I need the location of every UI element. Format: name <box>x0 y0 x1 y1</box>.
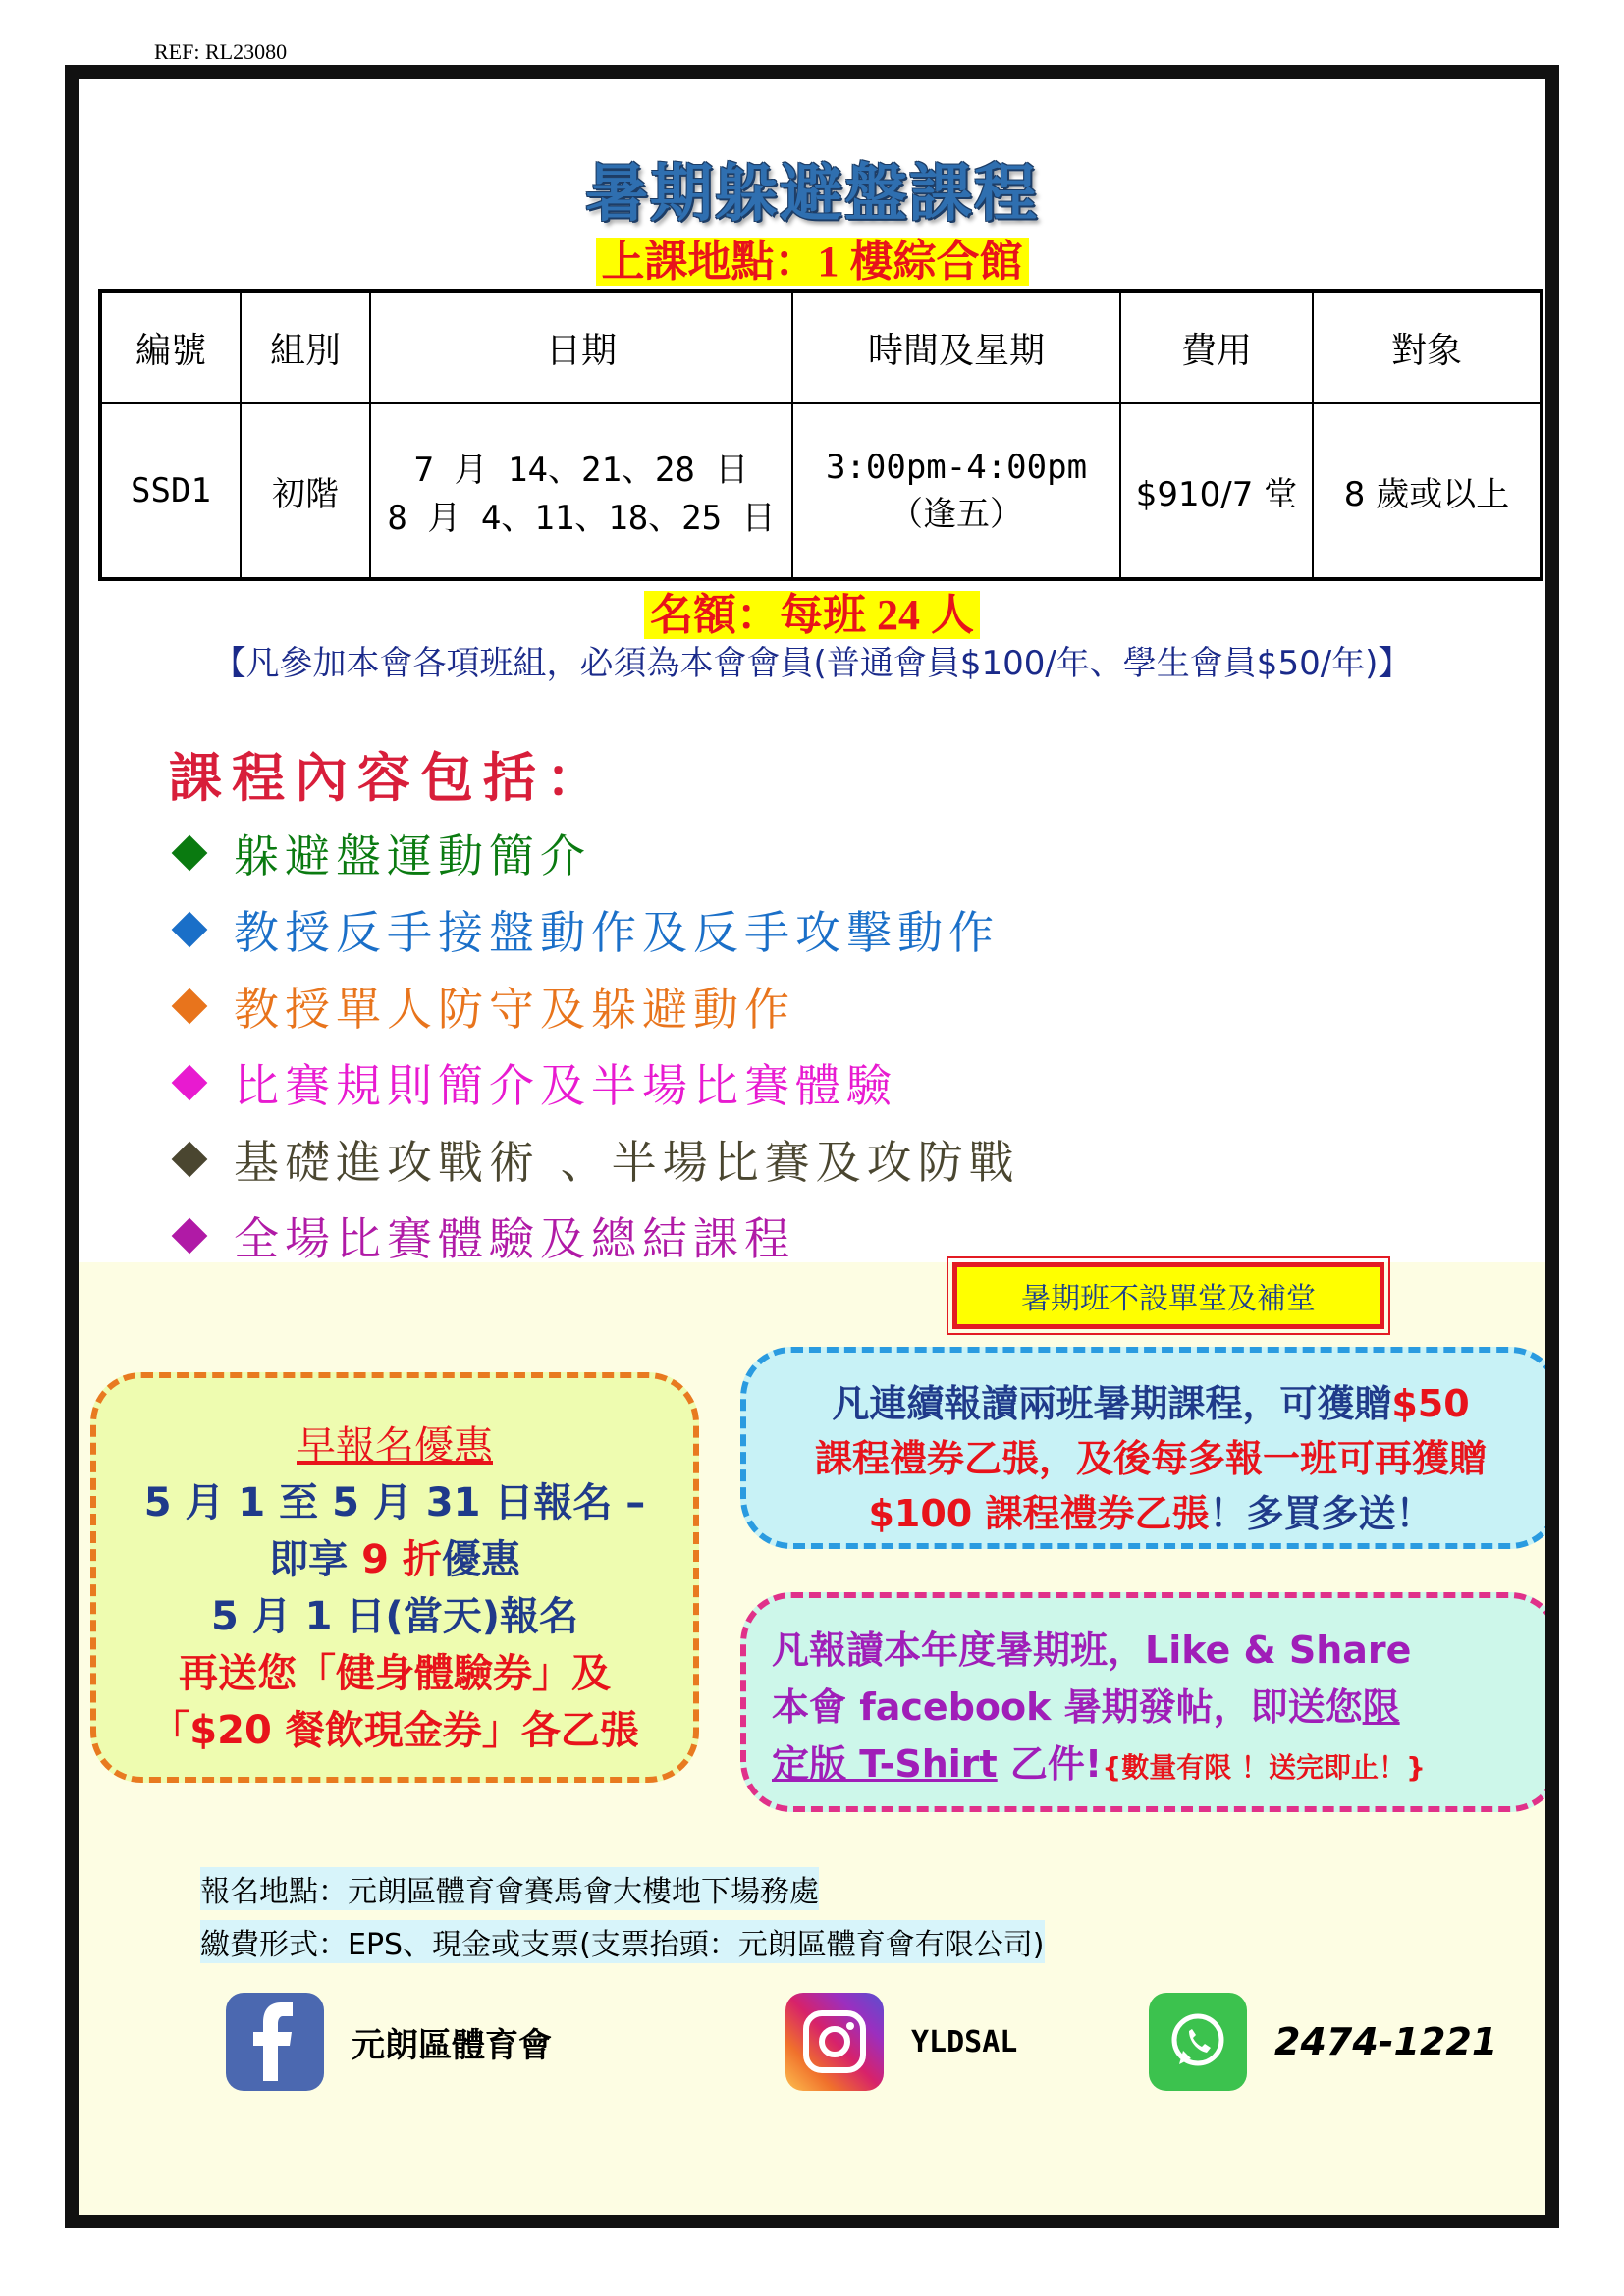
quota-banner <box>79 579 1545 642</box>
header-level: 組別 <box>241 291 370 403</box>
header-target: 對象 <box>1313 291 1542 403</box>
list-item <box>169 1198 1020 1274</box>
list-item-text: 基礎進攻戰術 、半場比賽及攻防戰 <box>234 1136 1020 1189</box>
table-row <box>100 403 1542 579</box>
header-code: 編號 <box>100 291 241 403</box>
table-header-row <box>100 291 1542 403</box>
content-list <box>169 815 1020 1274</box>
course-table <box>98 289 1543 581</box>
list-item <box>169 891 1020 968</box>
tshirt-line-1: 凡報讀本年度暑期班，Like & Share <box>772 1629 1412 1672</box>
early-bird-box <box>90 1372 699 1783</box>
facebook-contact[interactable] <box>226 1993 552 2091</box>
quota-text: 名額：每班 24 人 <box>644 591 980 639</box>
early-bird-line-1: 5 月 1 至 5 月 31 日報名 – <box>143 1480 646 1525</box>
cell-dates <box>370 403 792 579</box>
tshirt-offer-box <box>740 1592 1559 1812</box>
early-bird-line-2b: 優惠 <box>441 1537 520 1582</box>
tshirt-line-3b: 乙件! <box>997 1742 1103 1786</box>
consecutive-line-2: 課程禮券乙張，及後每多報一班可再獲贈 <box>814 1437 1487 1480</box>
consecutive-line-3b: ！多買多送！ <box>1209 1492 1434 1535</box>
tshirt-line-3a: 定版 T-Shirt <box>772 1742 998 1786</box>
consecutive-offer-box <box>740 1347 1559 1549</box>
early-bird-line-5: 「$20 餐飲現金券」各乙張 <box>150 1708 639 1753</box>
cell-code: SSD1 <box>100 403 241 579</box>
list-item-text: 教授單人防守及躲避動作 <box>234 983 795 1036</box>
page-title: 暑期躲避盤課程 <box>585 158 1039 231</box>
poster-frame <box>65 65 1559 2228</box>
discount-value: 9 折 <box>361 1537 442 1582</box>
facebook-label: 元朗區體育會 <box>352 2025 552 2065</box>
no-makeup-notice: 暑期班不設單堂及補堂 <box>952 1262 1384 1329</box>
consecutive-line-3a: $100 課程禮券乙張 <box>868 1492 1210 1535</box>
tshirt-line-2b: 限 <box>1362 1685 1400 1729</box>
list-item-text: 全場比賽體驗及總結課程 <box>234 1212 795 1265</box>
cell-time <box>792 403 1120 579</box>
list-item-text: 教授反手接盤動作及反手攻擊動作 <box>234 906 1000 959</box>
cell-level: 初階 <box>241 403 370 579</box>
instagram-icon[interactable] <box>785 1993 884 2091</box>
diamond-bullet-icon <box>172 912 208 948</box>
early-bird-line-2a: 即享 <box>269 1537 362 1582</box>
time-line-1: 3:00pm-4:00pm <box>825 447 1088 487</box>
list-item-text: 比賽規則簡介及半場比賽體驗 <box>234 1059 897 1112</box>
header-fee: 費用 <box>1120 291 1313 403</box>
list-item <box>169 815 1020 891</box>
consecutive-line-1a: 凡連續報讀兩班暑期課程，可獲贈 <box>832 1382 1392 1425</box>
header-time: 時間及星期 <box>792 291 1120 403</box>
early-bird-line-4: 再送您「健身體驗券」及 <box>179 1651 611 1696</box>
list-item <box>169 1044 1020 1121</box>
instagram-contact[interactable] <box>785 1993 1017 2091</box>
whatsapp-number: 2474-1221 <box>1274 2020 1498 2063</box>
cell-target: 8 歲或以上 <box>1313 403 1542 579</box>
early-bird-line-3: 5 月 1 日(當天)報名 <box>210 1594 578 1639</box>
diamond-bullet-icon <box>172 835 208 872</box>
cell-fee: $910/7 堂 <box>1120 403 1313 579</box>
diamond-bullet-icon <box>172 1142 208 1178</box>
content-heading: 課程內容包括： <box>169 746 609 809</box>
venue-banner <box>79 226 1545 289</box>
consecutive-line-3 <box>746 1486 1555 1541</box>
diamond-bullet-icon <box>172 1065 208 1101</box>
tshirt-line-3 <box>772 1735 1555 1796</box>
consecutive-line-1 <box>746 1376 1555 1431</box>
venue-text: 上課地點：1 樓綜合館 <box>596 238 1029 286</box>
list-item <box>169 968 1020 1044</box>
membership-note: 【凡參加本會各項班組，必須為本會會員(普通會員$100/年、學生會員$50/年)】 <box>212 644 1412 683</box>
header-dates: 日期 <box>370 291 792 403</box>
enrol-location: 報名地點：元朗區體育會賽馬會大樓地下場務處 <box>200 1867 819 1910</box>
instagram-label: YLDSAL <box>911 2024 1018 2059</box>
early-bird-title: 早報名優惠 <box>297 1423 493 1468</box>
diamond-bullet-icon <box>172 1218 208 1255</box>
list-item <box>169 1121 1020 1198</box>
tshirt-limited-note: {數量有限 ！送完即止！} <box>1102 1751 1426 1784</box>
whatsapp-contact[interactable] <box>1149 1993 1497 2091</box>
consecutive-amount-50: $50 <box>1391 1382 1470 1425</box>
dates-line-1: 7 月 14、21、28 日 <box>413 451 749 490</box>
diamond-bullet-icon <box>172 988 208 1025</box>
tshirt-line-2a: 本會 facebook 暑期發帖，即送您 <box>772 1685 1363 1729</box>
tshirt-line-2 <box>772 1679 1555 1735</box>
time-line-2: （逢五） <box>890 494 1023 534</box>
dates-line-2: 8 月 4、11、18、25 日 <box>387 499 776 538</box>
early-bird-line-2 <box>96 1531 693 1588</box>
reference-number: REF: RL23080 <box>154 39 288 64</box>
list-item-text: 躲避盤運動簡介 <box>234 829 591 882</box>
whatsapp-icon[interactable] <box>1149 1993 1247 2091</box>
facebook-icon[interactable] <box>226 1993 324 2091</box>
payment-methods: 繳費形式：EPS、現金或支票(支票抬頭：元朗區體育會有限公司) <box>200 1920 1045 1963</box>
